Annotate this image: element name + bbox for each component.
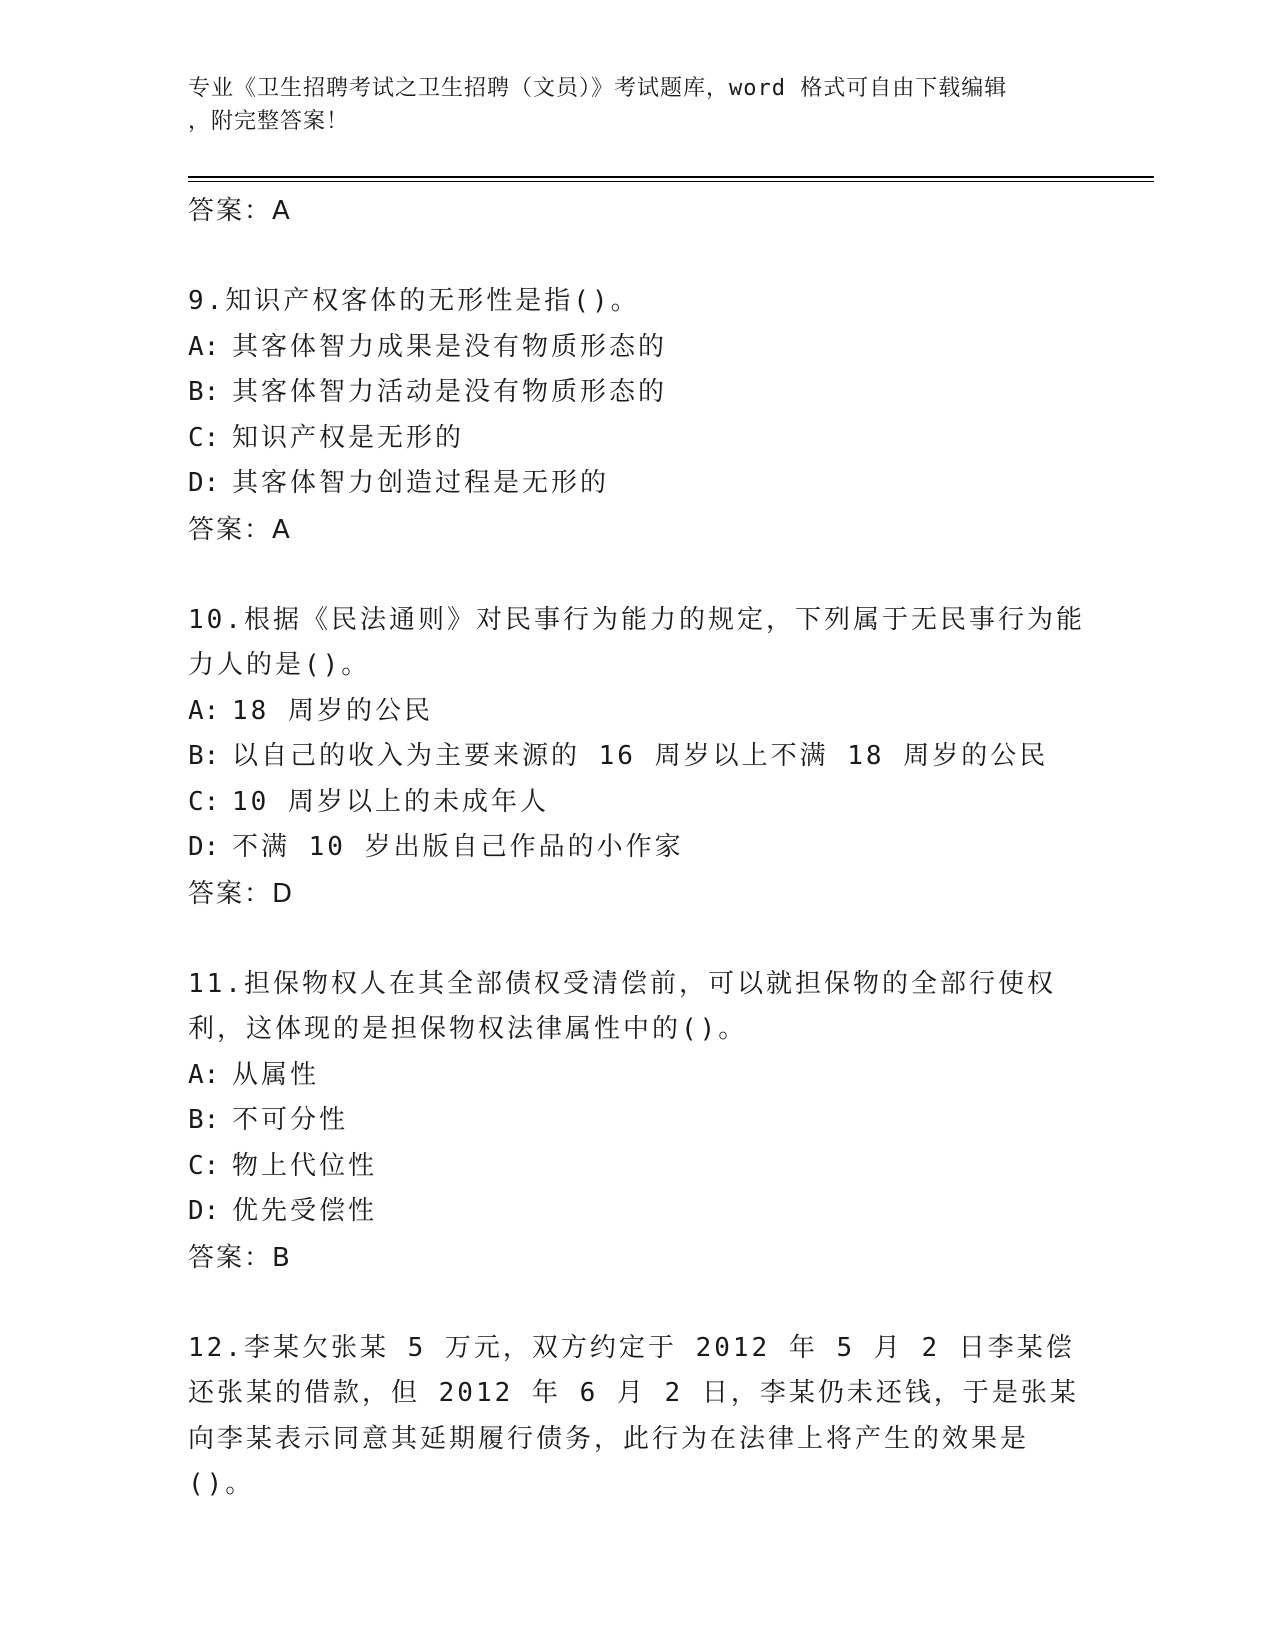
option-text: 从属性 xyxy=(232,1059,320,1090)
option-letter: B: xyxy=(188,1105,220,1135)
option-letter: C: xyxy=(188,1150,220,1181)
question-11 xyxy=(188,962,1088,1281)
option-text: 其客体智力成果是没有物质形态的 xyxy=(232,331,668,362)
option-b xyxy=(188,370,1088,416)
header-divider xyxy=(188,176,1154,178)
option-b xyxy=(188,1098,1088,1144)
question-content xyxy=(188,188,1088,1508)
option-a xyxy=(188,1053,1088,1099)
option-d xyxy=(188,825,1088,871)
option-text: 其客体智力活动是没有物质形态的 xyxy=(232,377,668,407)
option-c xyxy=(188,1144,1088,1190)
option-a xyxy=(188,325,1088,371)
option-letter: A: xyxy=(188,695,220,726)
option-letter: B: xyxy=(188,377,220,407)
option-text: 不可分性 xyxy=(232,1105,349,1135)
option-letter: C: xyxy=(188,422,220,453)
option-letter: D: xyxy=(188,832,220,862)
answer-line: 答案：A xyxy=(188,514,292,545)
option-letter: B: xyxy=(188,741,220,771)
question-stem: 11.担保物权人在其全部债权受清偿前，可以就担保物的全部行使权利，这体现的是担保物权法律属性中的()。 xyxy=(188,968,1056,1044)
option-text: 物上代位性 xyxy=(232,1150,378,1181)
option-d xyxy=(188,1189,1088,1235)
option-text: 知识产权是无形的 xyxy=(232,422,465,453)
option-text: 以自己的收入为主要来源的 16 周岁以上不满 18 周岁的公民 xyxy=(232,741,1049,771)
question-stem: 9.知识产权客体的无形性是指()。 xyxy=(188,286,640,316)
option-text: 18 周岁的公民 xyxy=(232,695,433,726)
option-text: 10 周岁以上的未成年人 xyxy=(232,786,549,817)
option-c xyxy=(188,416,1088,462)
option-letter: C: xyxy=(188,786,220,817)
option-text: 其客体智力创造过程是无形的 xyxy=(232,468,610,498)
option-text: 不满 10 岁出版自己作品的小作家 xyxy=(232,832,684,862)
answer-line: 答案：A xyxy=(188,196,292,226)
header-divider-thin xyxy=(188,181,1154,182)
question-stem: 10.根据《民法通则》对民事行为能力的规定，下列属于无民事行为能力人的是()。 xyxy=(188,604,1085,680)
question-12 xyxy=(188,1326,1088,1508)
option-letter: A: xyxy=(188,331,220,362)
option-letter: D: xyxy=(188,468,220,498)
question-10 xyxy=(188,598,1088,917)
question-stem: 12.李某欠张某 5 万元，双方约定于 2012 年 5 月 2 日李某偿还张某的借款，但 2012 年 6 月 2 日，李某仍未还钱，于是张某向李某表示同意其延期履行债务，此行为在法律上将产生的效果是()。 xyxy=(188,1332,1079,1499)
header-note: 专业《卫生招聘考试之卫生招聘（文员）》考试题库，word 格式可自由下载编辑 ，附完整答案！ xyxy=(188,76,1008,134)
option-c xyxy=(188,780,1088,826)
answer-line: 答案：B xyxy=(188,1242,292,1273)
question-9 xyxy=(188,279,1088,553)
option-a xyxy=(188,689,1088,735)
option-text: 优先受偿性 xyxy=(232,1196,378,1226)
option-d xyxy=(188,461,1088,507)
answer-line: 答案：D xyxy=(188,878,295,909)
option-b xyxy=(188,734,1088,780)
option-letter: A: xyxy=(188,1059,220,1090)
option-letter: D: xyxy=(188,1196,220,1226)
